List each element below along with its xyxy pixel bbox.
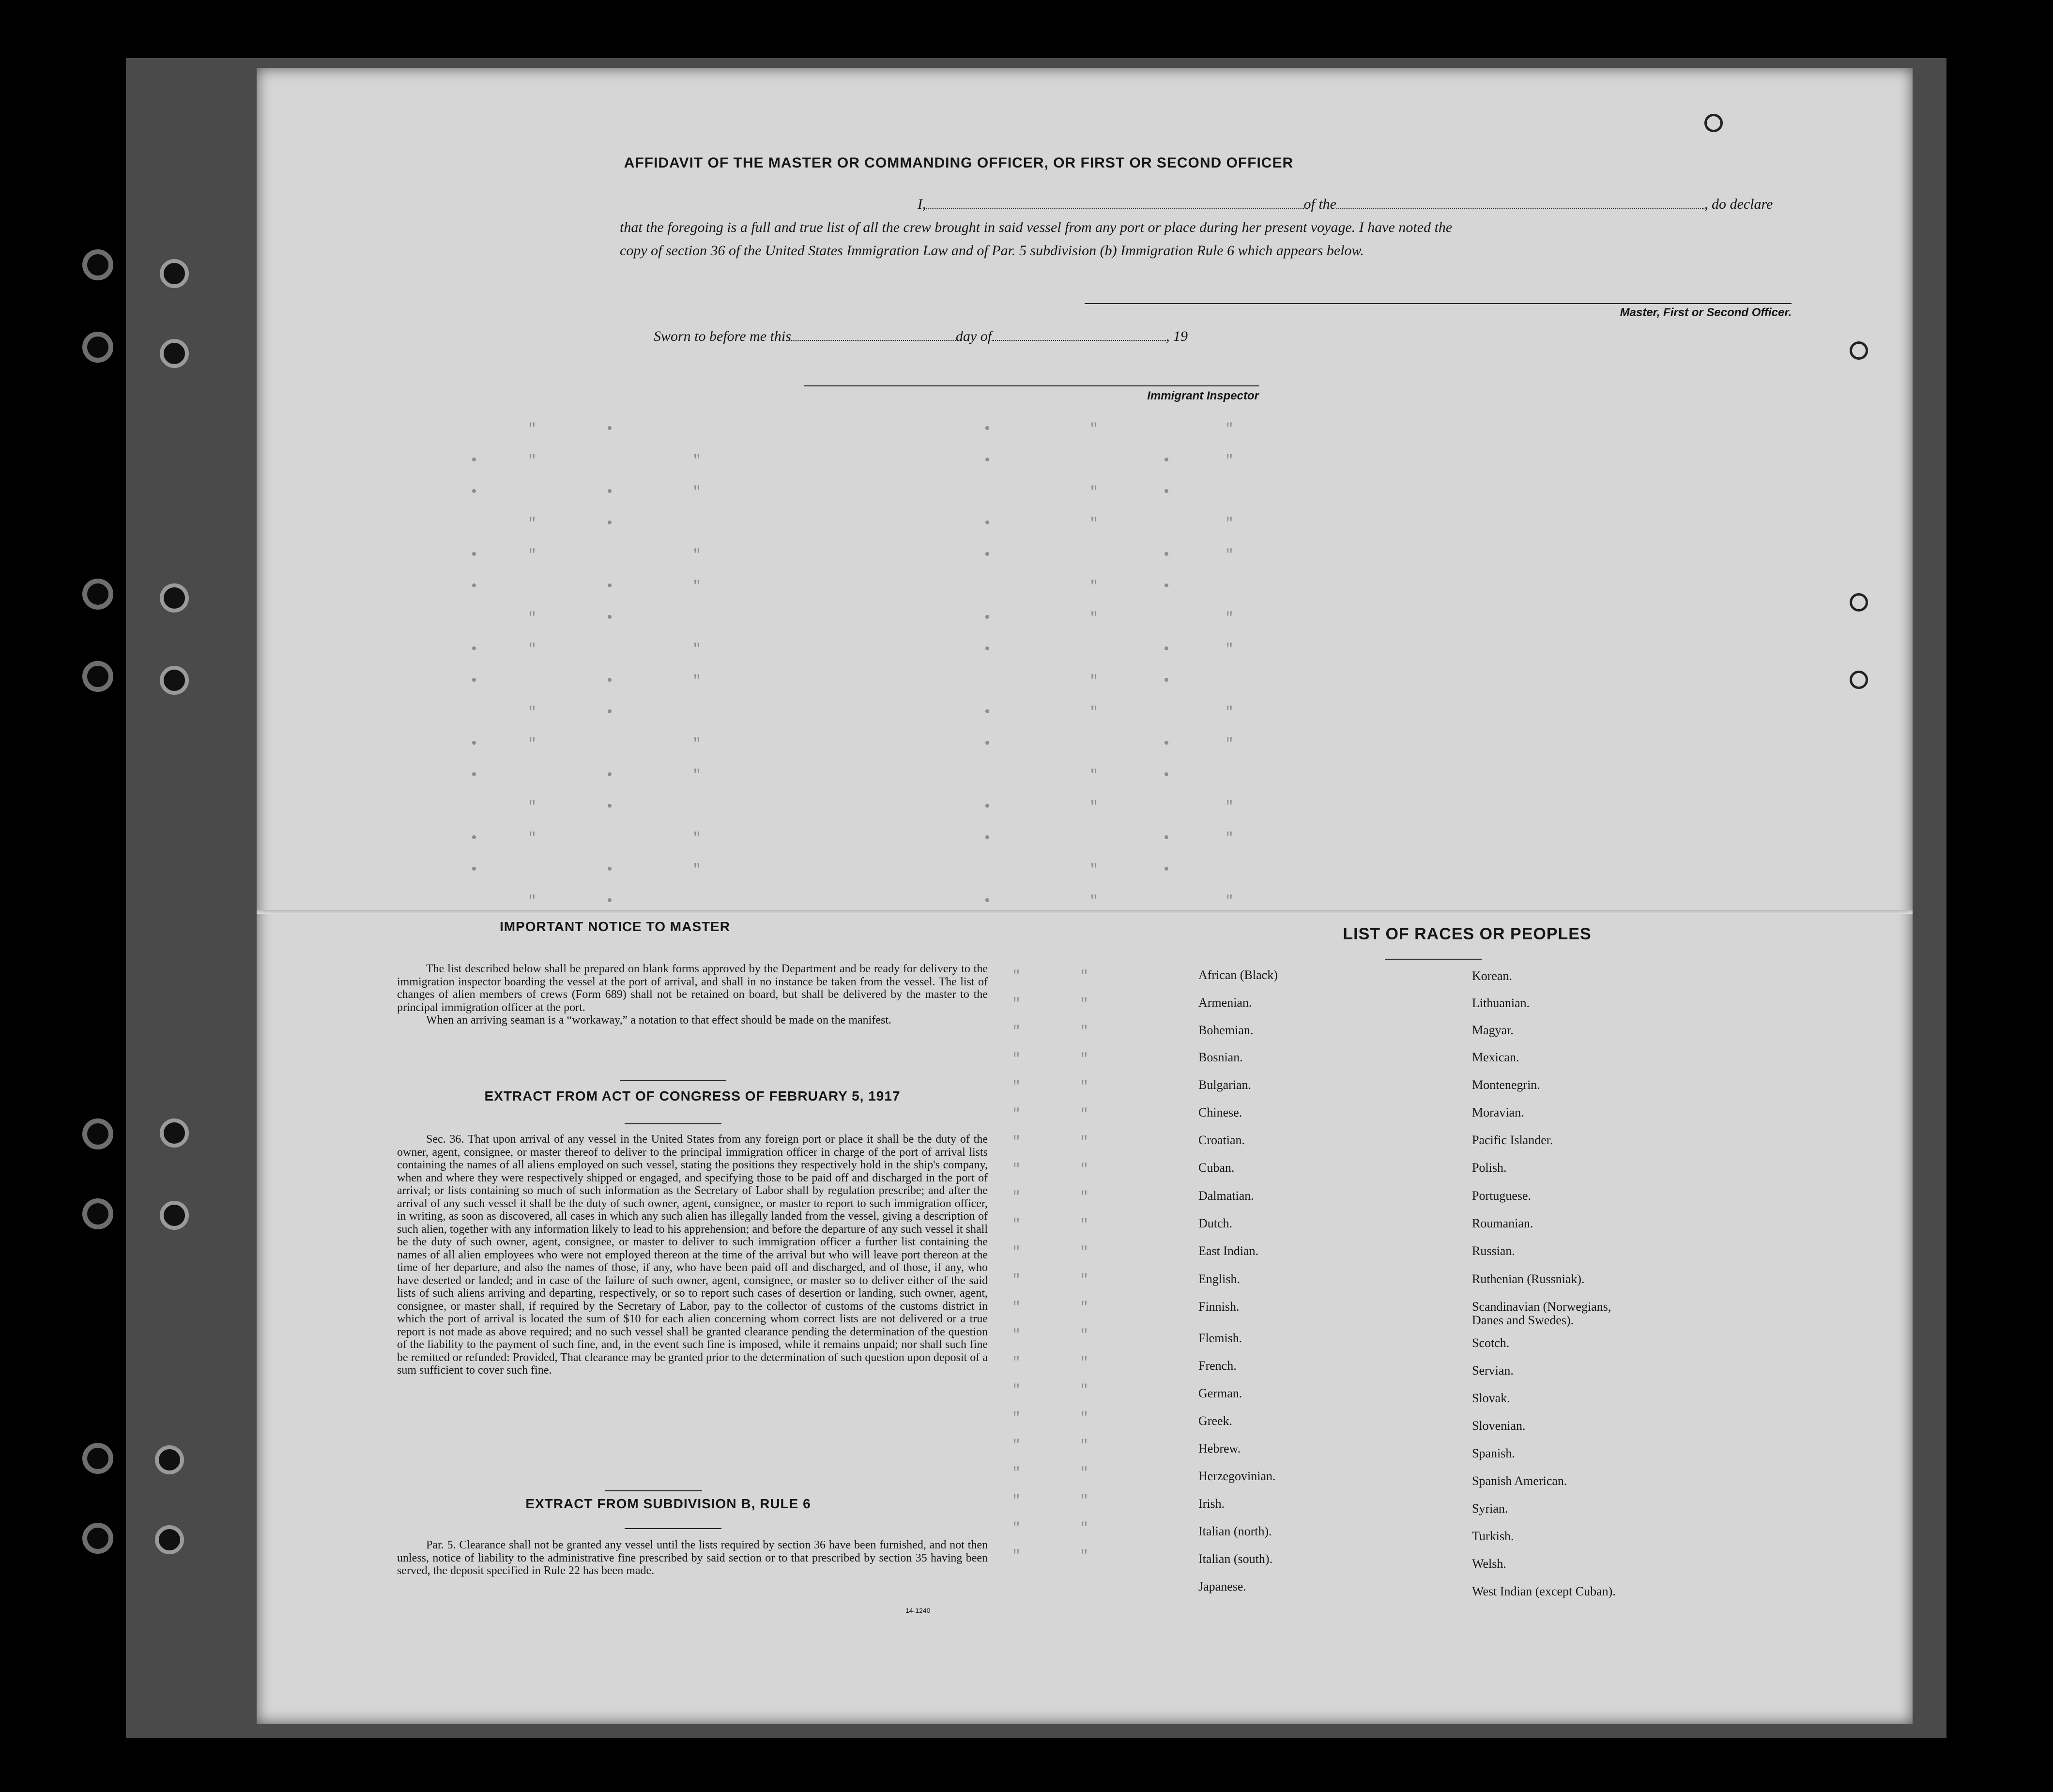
race-item: Korean. <box>1472 969 1513 983</box>
show-through-mark: • <box>983 705 992 721</box>
race-item: Scotch. <box>1472 1336 1510 1350</box>
show-through-mark: • <box>470 453 479 469</box>
race-item: Cuban. <box>1198 1161 1235 1175</box>
binder-hole-icon <box>82 1523 113 1554</box>
show-through-mark: " <box>1225 610 1234 627</box>
show-through-mark: • <box>470 862 479 878</box>
inspector-label: Immigrant Inspector <box>1147 389 1259 402</box>
race-item: East Indian. <box>1198 1244 1259 1258</box>
show-through-mark: • <box>470 484 479 501</box>
show-through-mark: " <box>692 862 702 878</box>
show-through-mark: " <box>528 610 537 627</box>
inspector-signature-line <box>804 385 1259 386</box>
show-through-mark: • <box>605 705 614 721</box>
race-item: Roumanian. <box>1472 1216 1533 1230</box>
show-through-mark: " <box>692 579 702 595</box>
show-through-mark: • <box>605 767 614 784</box>
show-through-mark: " <box>528 799 537 815</box>
declaration-do-declare-label: , do declare <box>1704 196 1773 212</box>
binder-hole-icon <box>155 1525 184 1554</box>
show-through-mark: " <box>1225 893 1234 910</box>
show-through-mark: " <box>528 642 537 658</box>
show-through-mark: " <box>1225 547 1234 564</box>
show-through-mark: " <box>528 547 537 564</box>
show-through-mark: " <box>1080 1548 1089 1564</box>
notice-paragraph-1: The list described below shall be prepared on blank forms approved by the Department and be ready for delivery to the immigration inspector boarding the vessel at the port of arrival, and shall in no instance be taken from the vessel. The list of changes of alien members of crews (Form 689) shall not be retained on board, but shall be delivered by the master to the principal immigration officer at the port. <box>397 963 988 1014</box>
show-through-mark: " <box>1089 893 1099 910</box>
show-through-mark: " <box>1012 1134 1021 1150</box>
show-through-mark: " <box>528 453 537 469</box>
race-item: Mexican. <box>1472 1050 1519 1064</box>
master-signature-label: Master, First or Second Officer. <box>1620 306 1792 319</box>
show-through-mark: " <box>528 516 537 532</box>
rule-extract-rule-bottom <box>625 1528 721 1529</box>
show-through-mark: " <box>1089 610 1099 627</box>
show-through-mark: • <box>1162 862 1171 878</box>
binder-hole-icon <box>82 1443 113 1474</box>
sworn-prefix: Sworn to before me this <box>654 328 791 344</box>
show-through-mark: " <box>1089 673 1099 689</box>
show-through-mark: • <box>1162 642 1171 658</box>
show-through-mark: " <box>1080 1300 1089 1316</box>
show-through-mark: " <box>1089 484 1099 501</box>
declaration-of-the-label: of the <box>1303 196 1336 212</box>
page-fold <box>257 910 1913 914</box>
affidavit-title: AFFIDAVIT OF THE MASTER OR COMMANDING OFFICER, OR FIRST OR SECOND OFFICER <box>624 155 1294 171</box>
notice-paragraph-2: When an arriving seaman is a “workaway,” a notation to that effect should be made on the manifest. <box>426 1014 891 1026</box>
show-through-mark: " <box>1080 1493 1089 1509</box>
race-item: Spanish. <box>1472 1446 1515 1460</box>
show-through-mark: " <box>1225 736 1234 752</box>
race-item: Portuguese. <box>1472 1189 1532 1203</box>
show-through-mark: " <box>1080 1327 1089 1344</box>
race-item: Magyar. <box>1472 1023 1514 1037</box>
show-through-mark: " <box>1225 705 1234 721</box>
show-through-mark: " <box>528 705 537 721</box>
binder-hole-icon <box>160 1118 189 1148</box>
show-through-mark: " <box>1012 1106 1021 1123</box>
show-through-mark: " <box>1089 516 1099 532</box>
race-item: Spanish American. <box>1472 1474 1567 1488</box>
show-through-mark: " <box>1080 1079 1089 1095</box>
race-item: Japanese. <box>1198 1579 1246 1593</box>
binder-hole-icon <box>160 259 189 288</box>
show-through-mark: " <box>692 484 702 501</box>
binder-hole-icon <box>82 249 113 280</box>
show-through-mark: " <box>1225 830 1234 847</box>
show-through-mark: " <box>692 642 702 658</box>
sworn-day-blank <box>791 340 956 341</box>
races-title: LIST OF RACES OR PEOPLES <box>1343 925 1592 943</box>
show-through-mark: " <box>1080 1355 1089 1371</box>
document-content <box>257 68 1913 1724</box>
show-through-mark: " <box>1012 968 1021 985</box>
show-through-mark: " <box>1089 421 1099 438</box>
page-hole-icon <box>1850 341 1868 360</box>
race-item: German. <box>1198 1386 1242 1400</box>
show-through-mark: " <box>692 736 702 752</box>
show-through-mark: " <box>1012 1162 1021 1178</box>
binder-hole-icon <box>82 332 113 363</box>
notice-title: IMPORTANT NOTICE TO MASTER <box>499 919 731 934</box>
race-item: Russian. <box>1472 1244 1515 1258</box>
race-item: Armenian. <box>1198 996 1252 1010</box>
show-through-mark: " <box>1080 1051 1089 1068</box>
race-item: French. <box>1198 1359 1237 1373</box>
binder-hole-icon <box>160 1201 189 1230</box>
act-extract-title: EXTRACT FROM ACT OF CONGRESS OF FEBRUARY 5, 1917 <box>484 1088 901 1103</box>
show-through-mark: • <box>983 421 992 438</box>
show-through-mark: • <box>470 830 479 847</box>
show-through-mark: " <box>1080 1189 1089 1206</box>
race-item: Montenegrin. <box>1472 1078 1540 1092</box>
show-through-mark: " <box>1080 1520 1089 1537</box>
show-through-mark: • <box>1162 547 1171 564</box>
rule-extract-text: Par. 5. Clearance shall not be granted any vessel until the lists required by section 36 have been furnished, and not then unless, notice of liability to the administrative fine prescribed by said section or to that prescribed by section 35 having been served, the deposit specified in Rule 22 has been made. <box>397 1539 988 1577</box>
race-item: Croatian. <box>1198 1133 1245 1147</box>
show-through-mark: • <box>470 767 479 784</box>
race-item: Turkish. <box>1472 1529 1514 1543</box>
show-through-mark: " <box>692 830 702 847</box>
show-through-mark: " <box>1012 996 1021 1012</box>
declaration-i-label: I, <box>918 196 926 212</box>
show-through-mark: • <box>605 673 614 689</box>
show-through-mark: • <box>605 421 614 438</box>
show-through-mark: " <box>1012 1382 1021 1399</box>
declaration-line-3: copy of section 36 of the United States Immigration Law and of Par. 5 subdivision (b) Immigration Rule 6 which appears below. <box>620 243 1364 259</box>
show-through-mark: " <box>1080 996 1089 1012</box>
race-item: Chinese. <box>1198 1105 1242 1119</box>
show-through-mark: " <box>692 673 702 689</box>
race-item: Syrian. <box>1472 1501 1508 1516</box>
race-item: Servian. <box>1472 1363 1514 1378</box>
show-through-mark: " <box>1012 1327 1021 1344</box>
race-item: West Indian (except Cuban). <box>1472 1584 1616 1598</box>
race-item: Scandinavian (Norwegians, Danes and Swedes). <box>1472 1300 1611 1327</box>
notice-rule <box>620 1080 726 1081</box>
binder-hole-icon <box>82 661 113 692</box>
show-through-mark: • <box>983 830 992 847</box>
show-through-mark: " <box>1080 1244 1089 1261</box>
show-through-mark: " <box>1012 1300 1021 1316</box>
show-through-mark: • <box>470 579 479 595</box>
show-through-mark: " <box>1089 862 1099 878</box>
sworn-month-blank <box>992 340 1166 341</box>
binder-hole-icon <box>160 339 189 368</box>
race-item: Slovenian. <box>1472 1419 1526 1433</box>
show-through-mark: " <box>1080 1134 1089 1150</box>
binder-hole-icon <box>82 579 113 610</box>
master-signature-line <box>1085 303 1792 304</box>
show-through-mark: • <box>1162 767 1171 784</box>
show-through-mark: " <box>1012 1189 1021 1206</box>
race-item: Dutch. <box>1198 1216 1233 1230</box>
show-through-mark: " <box>1012 1410 1021 1426</box>
show-through-mark: • <box>470 547 479 564</box>
page-hole-icon <box>1850 593 1868 612</box>
race-item: Slovak. <box>1472 1391 1510 1405</box>
show-through-mark: • <box>605 516 614 532</box>
sworn-statement <box>654 328 1235 345</box>
race-item: Lithuanian. <box>1472 996 1530 1010</box>
race-item: Polish. <box>1472 1161 1507 1175</box>
declaration-line-2: that the foregoing is a full and true list of all the crew brought in said vessel from any port or place during her present voyage. I have noted the <box>620 219 1453 235</box>
races-rule <box>1385 959 1482 960</box>
binder-hole-icon <box>155 1445 184 1474</box>
show-through-mark: • <box>983 642 992 658</box>
show-through-mark: " <box>528 736 537 752</box>
show-through-mark: " <box>1080 1410 1089 1426</box>
show-through-mark: " <box>1089 799 1099 815</box>
show-through-mark: • <box>983 736 992 752</box>
show-through-mark: " <box>1012 1244 1021 1261</box>
show-through-mark: " <box>528 893 537 910</box>
race-item: Moravian. <box>1472 1105 1524 1119</box>
show-through-mark: " <box>692 453 702 469</box>
act-extract-rule <box>625 1123 721 1124</box>
show-through-mark: • <box>983 799 992 815</box>
race-item: English. <box>1198 1272 1240 1286</box>
show-through-mark: " <box>1225 799 1234 815</box>
show-through-mark: • <box>1162 579 1171 595</box>
document-page <box>257 68 1913 1724</box>
show-through-mark: • <box>1162 453 1171 469</box>
show-through-mark: " <box>528 421 537 438</box>
show-through-mark: • <box>605 893 614 910</box>
race-item: Italian (north). <box>1198 1524 1272 1538</box>
race-item: Bulgarian. <box>1198 1078 1252 1092</box>
show-through-mark: " <box>1080 1382 1089 1399</box>
binder-hole-icon <box>82 1118 113 1149</box>
name-field-blank <box>926 208 1304 209</box>
show-through-mark: " <box>1225 516 1234 532</box>
form-number: 14-1240 <box>905 1607 931 1614</box>
rule-extract-rule-top <box>605 1490 702 1491</box>
show-through-mark: • <box>983 610 992 627</box>
show-through-mark: • <box>605 862 614 878</box>
page-hole-icon <box>1850 671 1868 689</box>
show-through-mark: • <box>983 893 992 910</box>
rule-extract-title: EXTRACT FROM SUBDIVISION B, RULE 6 <box>525 1496 811 1511</box>
show-through-mark: " <box>1080 1465 1089 1482</box>
vessel-field-blank <box>1336 208 1704 209</box>
race-item: African (Black) <box>1198 968 1278 982</box>
page-hole-icon <box>1704 114 1723 132</box>
show-through-mark: " <box>1080 1162 1089 1178</box>
race-item: Italian (south). <box>1198 1552 1273 1566</box>
race-item: Hebrew. <box>1198 1441 1241 1455</box>
show-through-mark: " <box>1012 1493 1021 1509</box>
show-through-mark: • <box>605 484 614 501</box>
race-item: Bosnian. <box>1198 1050 1243 1064</box>
race-item: Herzegovinian. <box>1198 1469 1276 1483</box>
sworn-year: , 19 <box>1166 328 1188 344</box>
show-through-mark: " <box>1080 1272 1089 1288</box>
show-through-mark: " <box>1080 968 1089 985</box>
show-through-mark: • <box>1162 830 1171 847</box>
show-through-mark: " <box>1089 705 1099 721</box>
show-through-mark: • <box>983 547 992 564</box>
race-item: Irish. <box>1198 1497 1225 1511</box>
show-through-mark: " <box>1080 1106 1089 1123</box>
show-through-mark: • <box>983 453 992 469</box>
race-item: Flemish. <box>1198 1331 1242 1345</box>
affidavit-declaration <box>620 193 1796 262</box>
binder-hole-icon <box>160 666 189 695</box>
race-item: Pacific Islander. <box>1472 1133 1553 1147</box>
show-through-mark: " <box>692 767 702 784</box>
binder-hole-icon <box>160 583 189 613</box>
show-through-mark: • <box>1162 484 1171 501</box>
show-through-mark: " <box>1012 1051 1021 1068</box>
notice-text <box>397 963 988 1027</box>
show-through-mark: " <box>1012 1079 1021 1095</box>
race-item: Bohemian. <box>1198 1023 1254 1037</box>
show-through-mark: " <box>1012 1217 1021 1233</box>
show-through-mark: " <box>1080 1217 1089 1233</box>
sworn-day-of: day of <box>955 328 992 344</box>
race-item: Dalmatian. <box>1198 1189 1254 1203</box>
show-through-mark: " <box>1012 1438 1021 1454</box>
show-through-mark: • <box>1162 673 1171 689</box>
show-through-mark: " <box>1012 1520 1021 1537</box>
show-through-mark: " <box>1225 421 1234 438</box>
show-through-mark: " <box>1080 1024 1089 1040</box>
binder-hole-icon <box>82 1198 113 1229</box>
show-through-mark: • <box>1162 736 1171 752</box>
show-through-mark: " <box>1012 1465 1021 1482</box>
show-through-mark: " <box>1089 579 1099 595</box>
show-through-mark: • <box>605 799 614 815</box>
show-through-mark: • <box>983 516 992 532</box>
show-through-mark: • <box>470 642 479 658</box>
show-through-mark: • <box>605 579 614 595</box>
show-through-mark: " <box>1089 767 1099 784</box>
show-through-mark: " <box>1012 1548 1021 1564</box>
act-extract-text: Sec. 36. That upon arrival of any vessel in the United States from any foreign port or place it shall be the duty of the owner, agent, consignee, or master thereof to deliver to the principal immigration officer in charge of the port of arrival lists containing the names of all aliens employed on such vessel, stating the positions they respectively hold in the ship's company, when and where they were respectively shipped or engaged, and specifying those to be paid off and discharged in the port of arrival; or lists containing so much of such information as the Secretary of Labor shall by regulation prescribe; and after the arrival of any such vessel it shall be the duty of such owner, agent, consignee, or master to report to such immigration officer, in writing, as soon as discovered, all cases in which any such alien has illegally landed from the vessel, giving a description of such alien, together with any information likely to lead to his apprehension; and before the departure of any such vessel it shall be the duty of such owner, agent, consignee, or master to deliver to such immigration officer a further list containing the names of all alien employees who were not employed thereon at the time of the arrival but who will leave port thereon at the time of her departure, and also the names of those, if any, who have been paid off and discharged, and of those, if any, who have deserted or landed; and in case of the failure of such owner, agent, consignee, or master so to deliver either of the said lists of such aliens arriving and departing, respectively, or so to report such cases of desertion or landing, such owner, agent, consignee, or master shall, if required by the Secretary of Labor, pay to the collector of customs of the customs district in which the port of arrival is located the sum of $10 for each alien concerning whom correct lists are not delivered or a true report is not made as above required; and no such vessel shall be granted clearance pending the determination of the question of the liability to the payment of such fine, and, in the event such fine is imposed, while it remains unpaid; nor shall such fine be remitted or refunded: Provided, That clearance may be granted prior to the determination of such question upon deposit of a sum sufficient to cover such fine. <box>397 1133 988 1377</box>
show-through-mark: " <box>1225 453 1234 469</box>
race-item: Ruthenian (Russniak). <box>1472 1272 1585 1286</box>
show-through-mark: " <box>1225 642 1234 658</box>
show-through-mark: • <box>605 610 614 627</box>
show-through-mark: " <box>1012 1355 1021 1371</box>
declaration-line-1 <box>620 193 1796 216</box>
show-through-mark: • <box>470 673 479 689</box>
race-item: Greek. <box>1198 1414 1233 1428</box>
race-item: Finnish. <box>1198 1300 1240 1314</box>
show-through-mark: " <box>1012 1272 1021 1288</box>
show-through-mark: " <box>1012 1024 1021 1040</box>
show-through-mark: • <box>470 736 479 752</box>
show-through-mark: " <box>1080 1438 1089 1454</box>
show-through-mark: " <box>528 830 537 847</box>
race-item: Welsh. <box>1472 1557 1506 1571</box>
show-through-mark: " <box>692 547 702 564</box>
